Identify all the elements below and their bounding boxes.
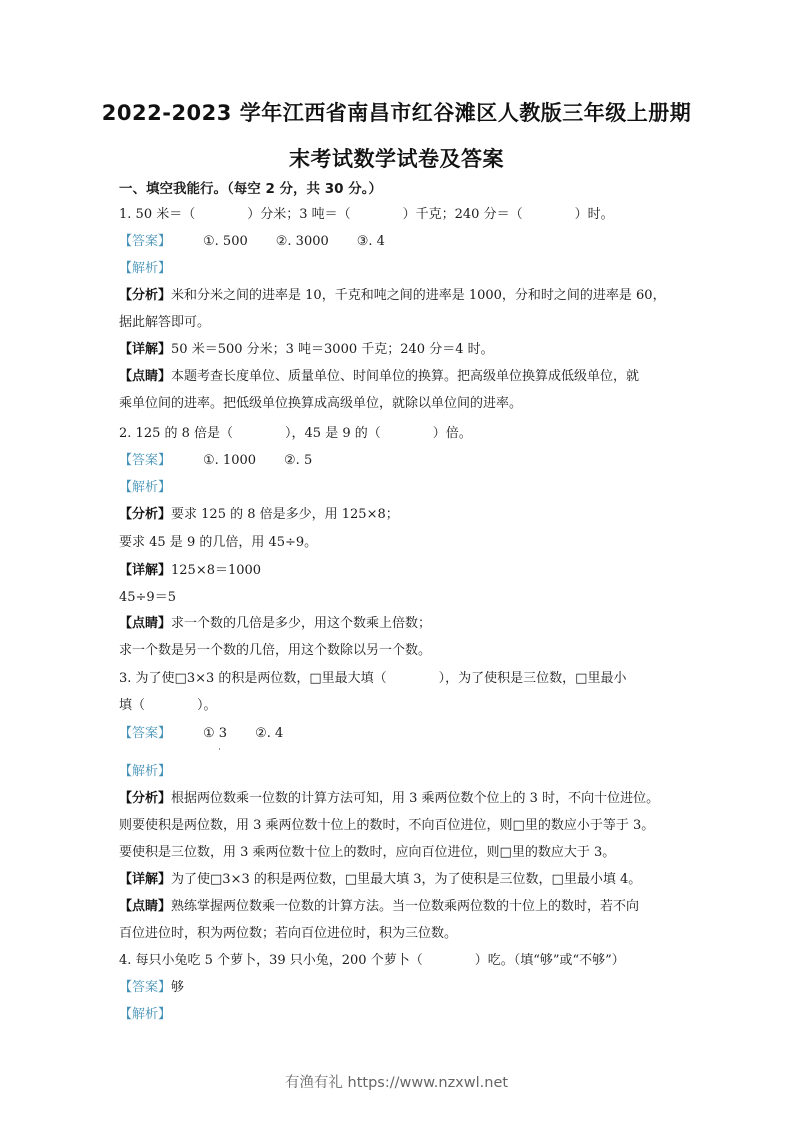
section-heading: 一、填空我能行。（每空 2 分，共 30 分。） (119, 181, 382, 197)
question-2 (119, 425, 689, 443)
answer-label: 【答案】 (119, 980, 172, 995)
question-text: 每只小兔吃 5 个萝卜，39 只小兔，200 个萝卜（ ）吃。（填“够”或“不够”） (135, 953, 625, 968)
answer-item: ③. 4 (356, 234, 385, 249)
answer-label: 【答案】 (119, 453, 172, 468)
dianjing-line-cont: 求一个数是另一个数的几倍，用这个数除以另一个数。 (119, 643, 432, 658)
xiangjie-text: 为了使□3×3 的积是两位数，□里最大填 3，为了使积是三位数，□里最小填 4。 (171, 872, 642, 887)
question-1 (119, 206, 689, 224)
answer-item: ②. 4 (255, 726, 284, 741)
stray-mark (219, 748, 220, 750)
dianjing-text: 求一个数的几倍是多少，用这个数乘上倍数； (171, 616, 432, 631)
question-4 (119, 952, 689, 970)
dianjing-line-cont: 乘单位间的进率。把低级单位换算成高级单位，就除以单位间的进率。 (119, 396, 523, 411)
fenxi-text: 米和分米之间的进率是 10，千克和吨之间的进率是 1000，分和时之间的进率是 60， (171, 288, 666, 303)
dianjing-text: 本题考查长度单位、质量单位、时间单位的换算。把高级单位换算成低级单位，就 (171, 369, 640, 384)
question-text: 50 米＝（ ）分米；3 吨＝（ ）千克；240 分＝（ ）时。 (135, 207, 614, 222)
fenxi-line (119, 506, 689, 524)
fenxi-line-cont: 要求 45 是 9 的几倍，用 45÷9。 (119, 535, 318, 550)
question-number: 1. (119, 207, 132, 222)
fenxi-text: 要求 125 的 8 倍是多少，用 125×8； (171, 507, 399, 522)
dianjing-text: 熟练掌握两位数乘一位数的计算方法。当一位数乘两位数的十位上的数时，若不向 (171, 899, 640, 914)
answer-item: ②. 3000 (275, 234, 329, 249)
footer-watermark: 有渔有礼 https://www.nzxwl.net (284, 1075, 509, 1091)
answer-item: ①. 1000 (203, 453, 257, 468)
question-number: 4. (119, 953, 132, 968)
analysis-label: 【解析】 (119, 1007, 172, 1022)
dianjing-line (119, 615, 689, 633)
fenxi-line-cont: 则要使积是两位数，用 3 乘两位数十位上的数时，不向百位进位，则□里的数应小于等于 3。 (119, 818, 655, 833)
xiangjie-label: 【详解】 (119, 872, 172, 887)
xiangjie-label: 【详解】 (119, 563, 172, 578)
dianjing-label: 【点睛】 (119, 899, 172, 914)
fenxi-line-cont: 要使积是三位数，用 3 乘两位数十位上的数时，应向百位进位，则□里的数应大于 3。 (119, 845, 616, 860)
analysis-label: 【解析】 (119, 480, 172, 495)
dianjing-label: 【点睛】 (119, 616, 172, 631)
fenxi-label: 【分析】 (119, 791, 172, 806)
answer-row (119, 725, 689, 743)
xiangjie-line-cont: 45÷9＝5 (119, 590, 176, 605)
fenxi-label: 【分析】 (119, 288, 172, 303)
question-3-cont: 填（ ）。 (119, 698, 217, 713)
answer-label: 【答案】 (119, 726, 172, 741)
document-title-line1: 2022-2023 学年江西省南昌市红谷滩区人教版三年级上册期 (101, 101, 692, 125)
analysis-label: 【解析】 (119, 261, 172, 276)
answer-row (119, 979, 689, 997)
question-text: 为了使□3×3 的积是两位数，□里最大填（ ），为了使积是三位数，□里最小 (135, 671, 627, 686)
document-title-line2: 末考试数学试卷及答案 (289, 147, 504, 171)
fenxi-line (119, 287, 689, 305)
fenxi-text: 根据两位数乘一位数的计算方法可知，用 3 乘两位数个位上的 3 时，不向十位进位。 (171, 791, 660, 806)
question-text: 125 的 8 倍是（ ），45 是 9 的（ ）倍。 (135, 426, 472, 441)
xiangjie-text: 125×8＝1000 (171, 563, 262, 578)
answer-row (119, 452, 689, 470)
xiangjie-text: 50 米＝500 分米；3 吨＝3000 千克；240 分＝4 时。 (171, 342, 494, 357)
fenxi-line (119, 790, 689, 808)
fenxi-label: 【分析】 (119, 507, 172, 522)
xiangjie-label: 【详解】 (119, 342, 172, 357)
answer-item: ②. 5 (284, 453, 313, 468)
answer-item: ① 3 (203, 726, 228, 741)
fenxi-line-cont: 据此解答即可。 (119, 315, 211, 330)
analysis-label: 【解析】 (119, 764, 172, 779)
dianjing-line (119, 368, 689, 386)
xiangjie-line (119, 562, 689, 580)
xiangjie-line (119, 871, 689, 889)
question-number: 2. (119, 426, 132, 441)
answer-label: 【答案】 (119, 234, 172, 249)
xiangjie-line (119, 341, 689, 359)
dianjing-line (119, 898, 689, 916)
answer-text: 够 (171, 980, 185, 995)
question-number: 3. (119, 671, 132, 686)
question-3 (119, 670, 689, 688)
dianjing-label: 【点睛】 (119, 369, 172, 384)
answer-row (119, 233, 689, 251)
dianjing-line-cont: 百位进位时，积为两位数；若向百位进位时，积为三位数。 (119, 926, 458, 941)
answer-item: ①. 500 (203, 234, 248, 249)
